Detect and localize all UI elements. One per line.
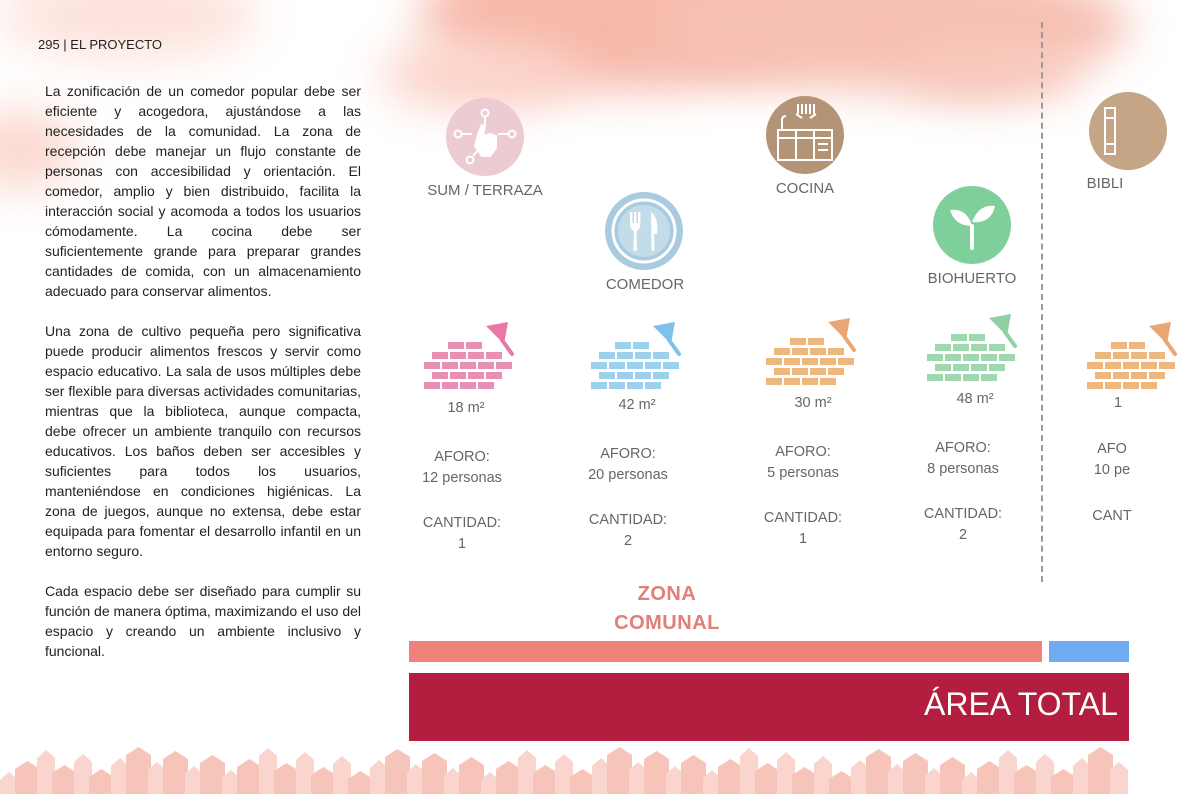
cantidad-block	[1092, 506, 1131, 527]
cantidad-block	[924, 504, 1002, 546]
brick-wall-icon	[587, 320, 687, 395]
aforo-label: AFORO:	[434, 449, 490, 465]
space-area: 48 m²	[956, 391, 994, 407]
touch-gesture-icon	[446, 98, 524, 176]
aforo-label: AFORO:	[935, 440, 991, 456]
aforo-block	[767, 442, 839, 484]
aforo-value: 12 personas	[422, 470, 502, 486]
brick-wall-icon	[1083, 320, 1183, 395]
cantidad-label: CANTIDAD:	[923, 506, 1003, 522]
cantidad-value: 1	[798, 531, 808, 547]
area-total-label: ÁREA TOTAL	[924, 686, 1118, 722]
space-label-sum-terraza: SUM / TERRAZA	[427, 182, 543, 199]
zone-bar-comunal	[409, 641, 1042, 662]
space-label-comedor: COMEDOR	[605, 276, 685, 293]
aforo-value: 5 personas	[767, 465, 839, 481]
space-label-cocina: COCINA	[775, 180, 835, 197]
houses-skyline-decoration	[0, 730, 1122, 794]
brick-wall-icon	[923, 312, 1023, 387]
cantidad-value: 1	[457, 536, 467, 552]
cantidad-value: 2	[958, 527, 968, 543]
space-area: 18 m²	[447, 400, 485, 416]
cantidad-value: 2	[623, 533, 633, 549]
aforo-label: AFO	[1097, 441, 1127, 457]
library-icon	[1089, 92, 1167, 170]
zone-bar-next	[1049, 641, 1129, 662]
zone-title	[614, 580, 720, 638]
aforo-block	[588, 444, 668, 486]
space-area: 30 m²	[794, 395, 832, 411]
cantidad-label: CANT	[1092, 508, 1132, 524]
space-label-biblioteca: BIBLI	[1086, 175, 1124, 192]
aforo-value: 10 pe	[1093, 462, 1131, 478]
dashed-divider	[1041, 22, 1043, 582]
sprout-icon	[933, 186, 1011, 264]
aforo-value: 20 personas	[588, 467, 668, 483]
paragraph: La zonificación de un comedor popular debe ser eficiente y acogedora, ajustándose a las necesidades de la comunidad. La zona de recepción debe manejar un flujo constante de personas con accesibilidad y orientación. El comedor, amplio y bien distribuido, facilita la interacción social y acomoda a todos los usuarios cómodamente. La cocina debe ser suficientemente grande para preparar grandes cantidades de comida, con un almacenamiento adecuado para conservar alimentos.	[45, 83, 361, 299]
cantidad-label: CANTIDAD:	[422, 515, 502, 531]
aforo-block	[927, 438, 999, 480]
cantidad-block	[764, 508, 842, 550]
page-label: 295 | EL PROYECTO	[38, 37, 163, 52]
zone-title-line: ZONA	[637, 583, 697, 605]
aforo-value: 8 personas	[927, 461, 999, 477]
space-area: 42 m²	[618, 397, 656, 413]
aforo-block	[422, 447, 502, 489]
cantidad-label: CANTIDAD:	[588, 512, 668, 528]
paragraph: Cada espacio debe ser diseñado para cumplir su función de manera óptima, maximizando el uso del espacio y creando un ambiente inclusivo y funcional.	[45, 583, 361, 659]
kitchen-icon	[766, 96, 844, 174]
cantidad-label: CANTIDAD:	[763, 510, 843, 526]
space-label-biohuerto: BIOHUERTO	[927, 270, 1017, 287]
aforo-block	[1094, 439, 1130, 481]
brick-wall-icon	[762, 316, 862, 391]
cantidad-block	[423, 513, 501, 555]
brick-wall-icon	[420, 320, 520, 395]
zone-title-line: COMUNAL	[614, 612, 720, 634]
cantidad-block	[589, 510, 667, 552]
fork-knife-icon	[605, 192, 683, 270]
body-text	[45, 81, 361, 681]
paragraph: Una zona de cultivo pequeña pero significativa puede producir alimentos frescos y servir como espacio educativo. La sala de usos múltiples debe ser flexible para diversas actividades comunitarias, mientras que la biblioteca, aunque compacta, debe ofrecer un ambiente tranquilo con recursos educativos. Los baños deben ser accesibles y suficientes para todos los usuarios, manteniéndose en condiciones higiénicas. La zona de juegos, aunque no extensa, debe estar equipada para fomentar el desarrollo infantil en un entorno seguro.	[45, 323, 361, 559]
aforo-label: AFORO:	[600, 446, 656, 462]
space-area: 1	[1113, 395, 1123, 411]
aforo-label: AFORO:	[775, 444, 831, 460]
